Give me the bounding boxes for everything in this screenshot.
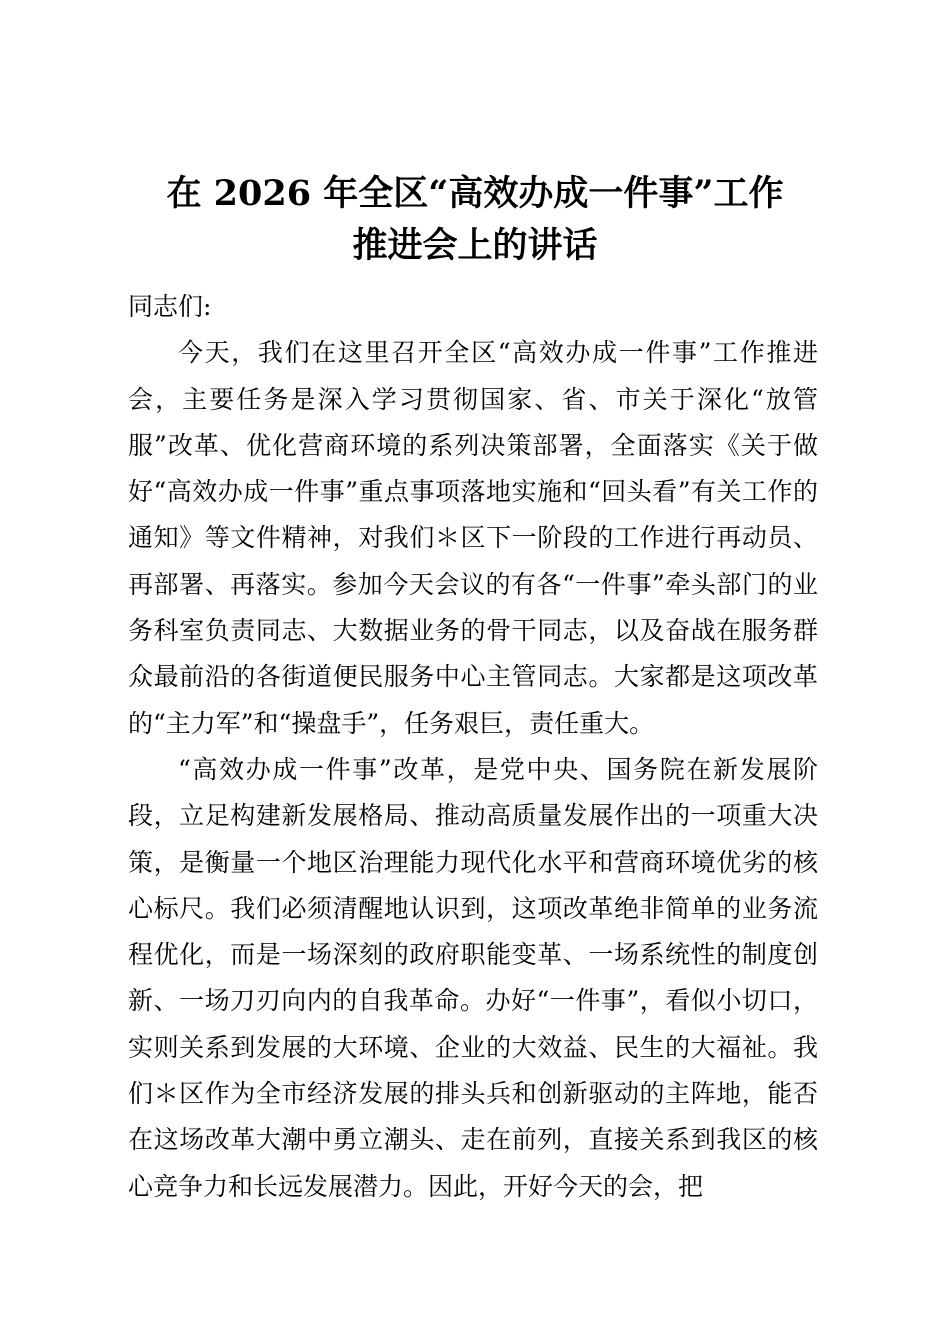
paragraph: “高效办成一件事”改革，是党中央、国务院在新发展阶段，立足构建新发展格局、推动高质量发展作出的一项重大决策，是衡量一个地区治理能力现代化水平和营商环境优劣的核心标尺。我们必须清醒地认识到，这项改革绝非简单的业务流程优化，而是一场深刻的政府职能变革、一场系统性的制度创新、一场刀刃向内的自我革命。办好“一件事”，看似小切口，实则关系到发展的大环境、企业的大效益、民生的大福祉。我们＊区作为全市经济发展的排头兵和创新驱动的主阵地，能否在这场改革大潮中勇立潮头、走在前列，直接关系到我区的核心竞争力和长远发展潜力。因此，开好今天的会，把 [128,754,818,1201]
paragraph: 今天，我们在这里召开全区“高效办成一件事”工作推进会，主要任务是深入学习贯彻国家、省、市关于深化“放管服”改革、优化营商环境的系列决策部署，全面落实《关于做好“高效办成一件事”重点事项落地实施和“回头看”有关工作的通知》等文件精神，对我们＊区下一阶段的工作进行再动员、再部署、再落实。参加今天会议的有各“一件事”牵头部门的业务科室负责同志、大数据业务的骨干同志，以及奋战在服务群众最前沿的各街道便民服务中心主管同志。大家都是这项改革的“主力军”和“操盘手”，任务艰巨，责任重大。 [128,338,818,738]
salutation: 同志们: [128,292,212,321]
title-line-2: 推进会上的讲话 [352,225,598,266]
document-body [128,284,818,1210]
title-line-1: 在 2026 年全区“高效办成一件事”工作 [166,173,784,214]
document-title [100,168,850,272]
